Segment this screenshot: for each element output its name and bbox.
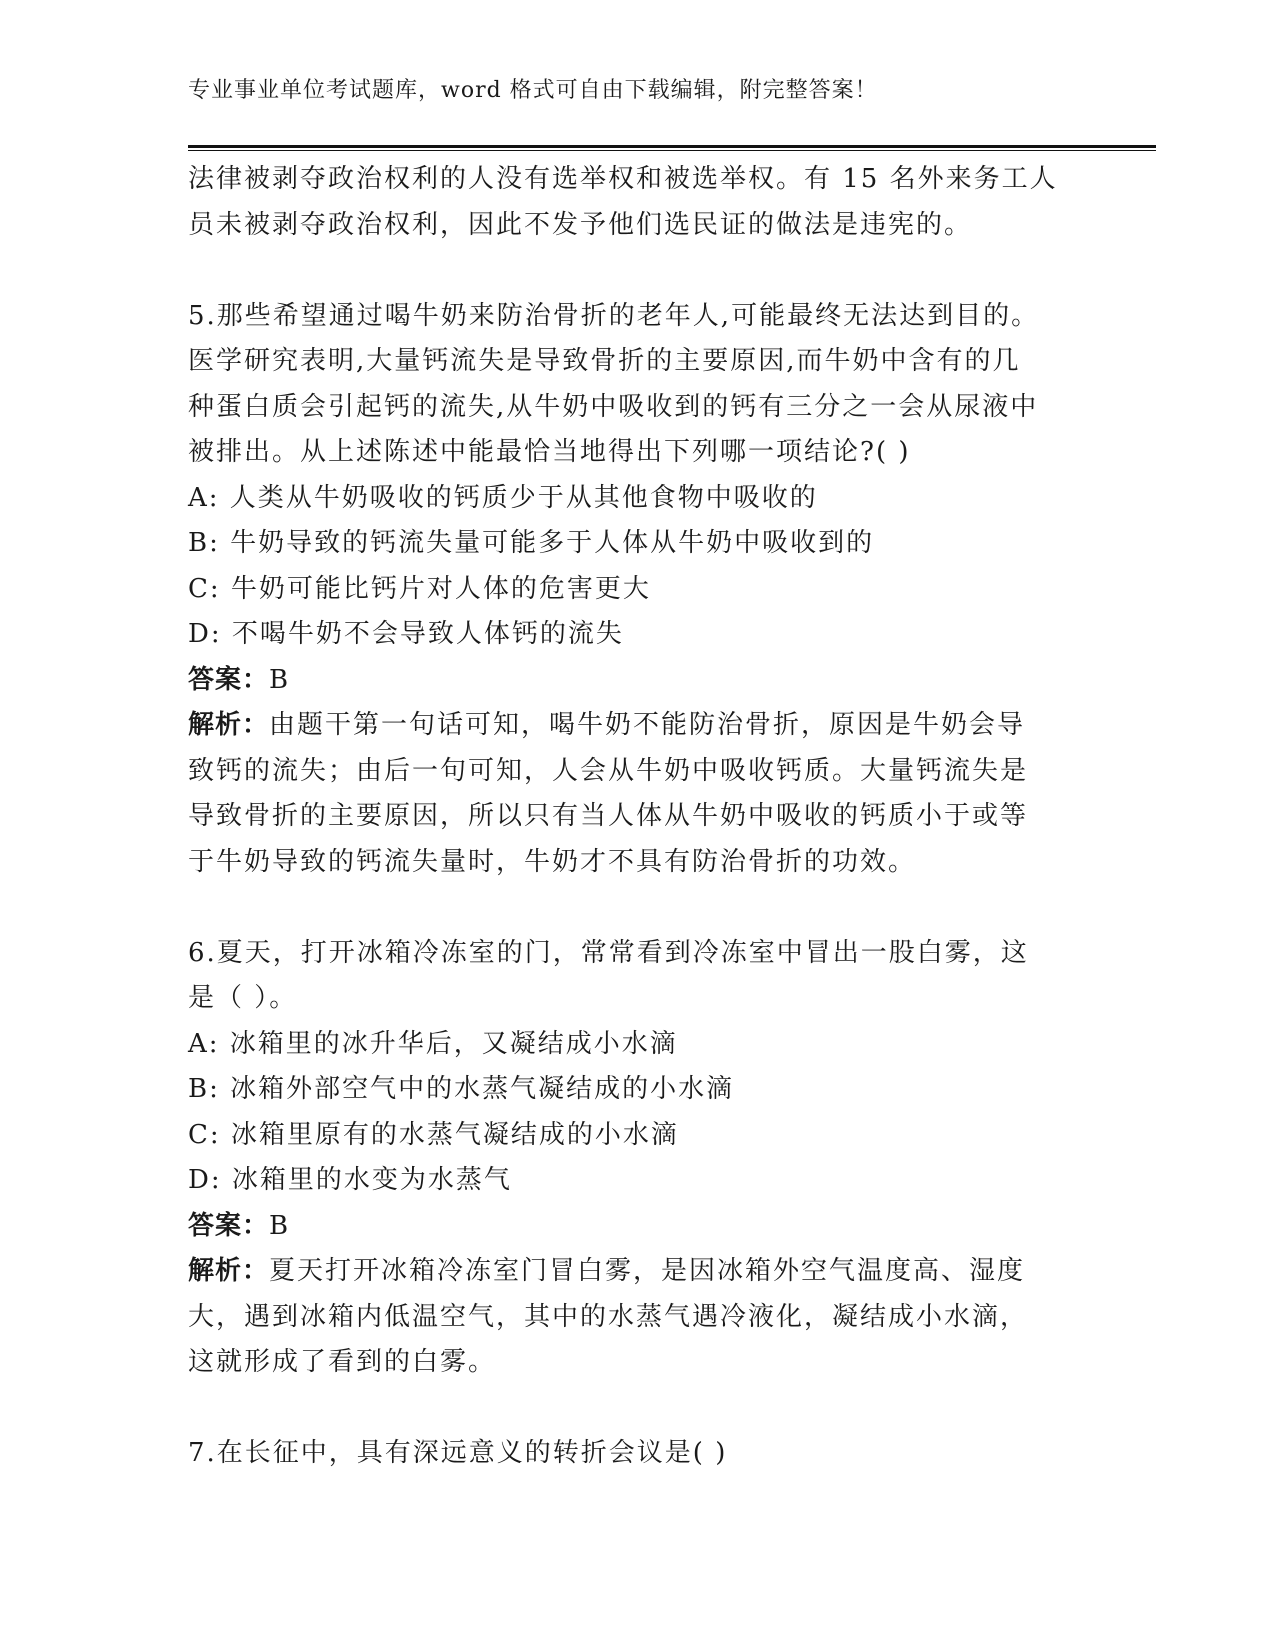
question-stem-line: 医学研究表明,大量钙流失是导致骨折的主要原因,而牛奶中含有的几 [188,346,1021,376]
analysis-line: 导致骨折的主要原因，所以只有当人体从牛奶中吸收的钙质小于或等 [188,801,1029,831]
paragraph-gap [188,885,1088,931]
analysis-text: 夏天打开冰箱冷冻室门冒白雾，是因冰箱外空气温度高、湿度 [269,1256,1026,1286]
question-6 [188,931,1088,1386]
intro-paragraph [188,157,1088,248]
option-d: D: 冰箱里的水变为水蒸气 [188,1165,512,1195]
analysis-line: 致钙的流失；由后一句可知，人会从牛奶中吸收钙质。大量钙流失是 [188,755,1029,786]
question-7 [188,1431,1088,1477]
question-stem-line: 7.在长征中，具有深远意义的转折会议是( ) [188,1438,728,1468]
analysis-line: 大，遇到冰箱内低温空气，其中的水蒸气遇冷液化，凝结成小水滴， [188,1301,1029,1332]
question-stem-line: 5.那些希望通过喝牛奶来防治骨折的老年人,可能最终无法达到目的。 [188,300,1040,331]
option-c: C: 冰箱里原有的水蒸气凝结成的小水滴 [188,1119,679,1150]
answer-line [188,658,1088,704]
question-stem-line: 被排出。从上述陈述中能最恰当地得出下列哪一项结论?( ) [188,437,911,467]
header-divider [188,145,1156,151]
analysis-line: 于牛奶导致的钙流失量时，牛奶才不具有防治骨折的功效。 [188,846,917,877]
page-header: 专业事业单位考试题库，word 格式可自由下载编辑，附完整答案！ [188,78,878,103]
answer-label: 答案： [188,664,270,695]
text-line: 员未被剥夺政治权利，因此不发予他们选民证的做法是违宪的。 [188,209,973,240]
analysis-label: 解析： [188,710,270,740]
option-c: C: 牛奶可能比钙片对人体的危害更大 [188,573,651,604]
document-body [188,157,1088,1477]
analysis-line: 这就形成了看到的白雾。 [188,1347,497,1377]
option-a: A: 人类从牛奶吸收的钙质少于从其他食物中吸收的 [188,482,818,513]
paragraph-gap [188,1386,1088,1432]
text-line: 法律被剥夺政治权利的人没有选举权和被选举权。有 15 名外来务工人 [188,164,1058,194]
question-stem-line: 是（ ）。 [188,983,298,1013]
answer-value: B [269,1210,291,1241]
analysis-label: 解析： [188,1256,270,1286]
paragraph-gap [188,248,1088,294]
analysis-text: 由题干第一句话可知，喝牛奶不能防治骨折，原因是牛奶会导 [269,710,1026,740]
analysis-line [188,703,1088,749]
option-a: A: 冰箱里的冰升华后，又凝结成小水滴 [188,1028,678,1059]
option-d: D: 不喝牛奶不会导致人体钙的流失 [188,619,624,649]
question-stem-line: 6.夏天，打开冰箱冷冻室的门，常常看到冷冻室中冒出一股白雾，这 [188,937,1029,968]
analysis-line [188,1249,1088,1295]
option-b: B: 冰箱外部空气中的水蒸气凝结成的小水滴 [188,1074,735,1104]
answer-line [188,1204,1088,1250]
question-5 [188,294,1088,886]
option-b: B: 牛奶导致的钙流失量可能多于人体从牛奶中吸收到的 [188,528,875,558]
answer-value: B [269,664,291,695]
answer-label: 答案： [188,1210,270,1241]
question-stem-line: 种蛋白质会引起钙的流失,从牛奶中吸收到的钙有三分之一会从尿液中 [188,391,1039,422]
